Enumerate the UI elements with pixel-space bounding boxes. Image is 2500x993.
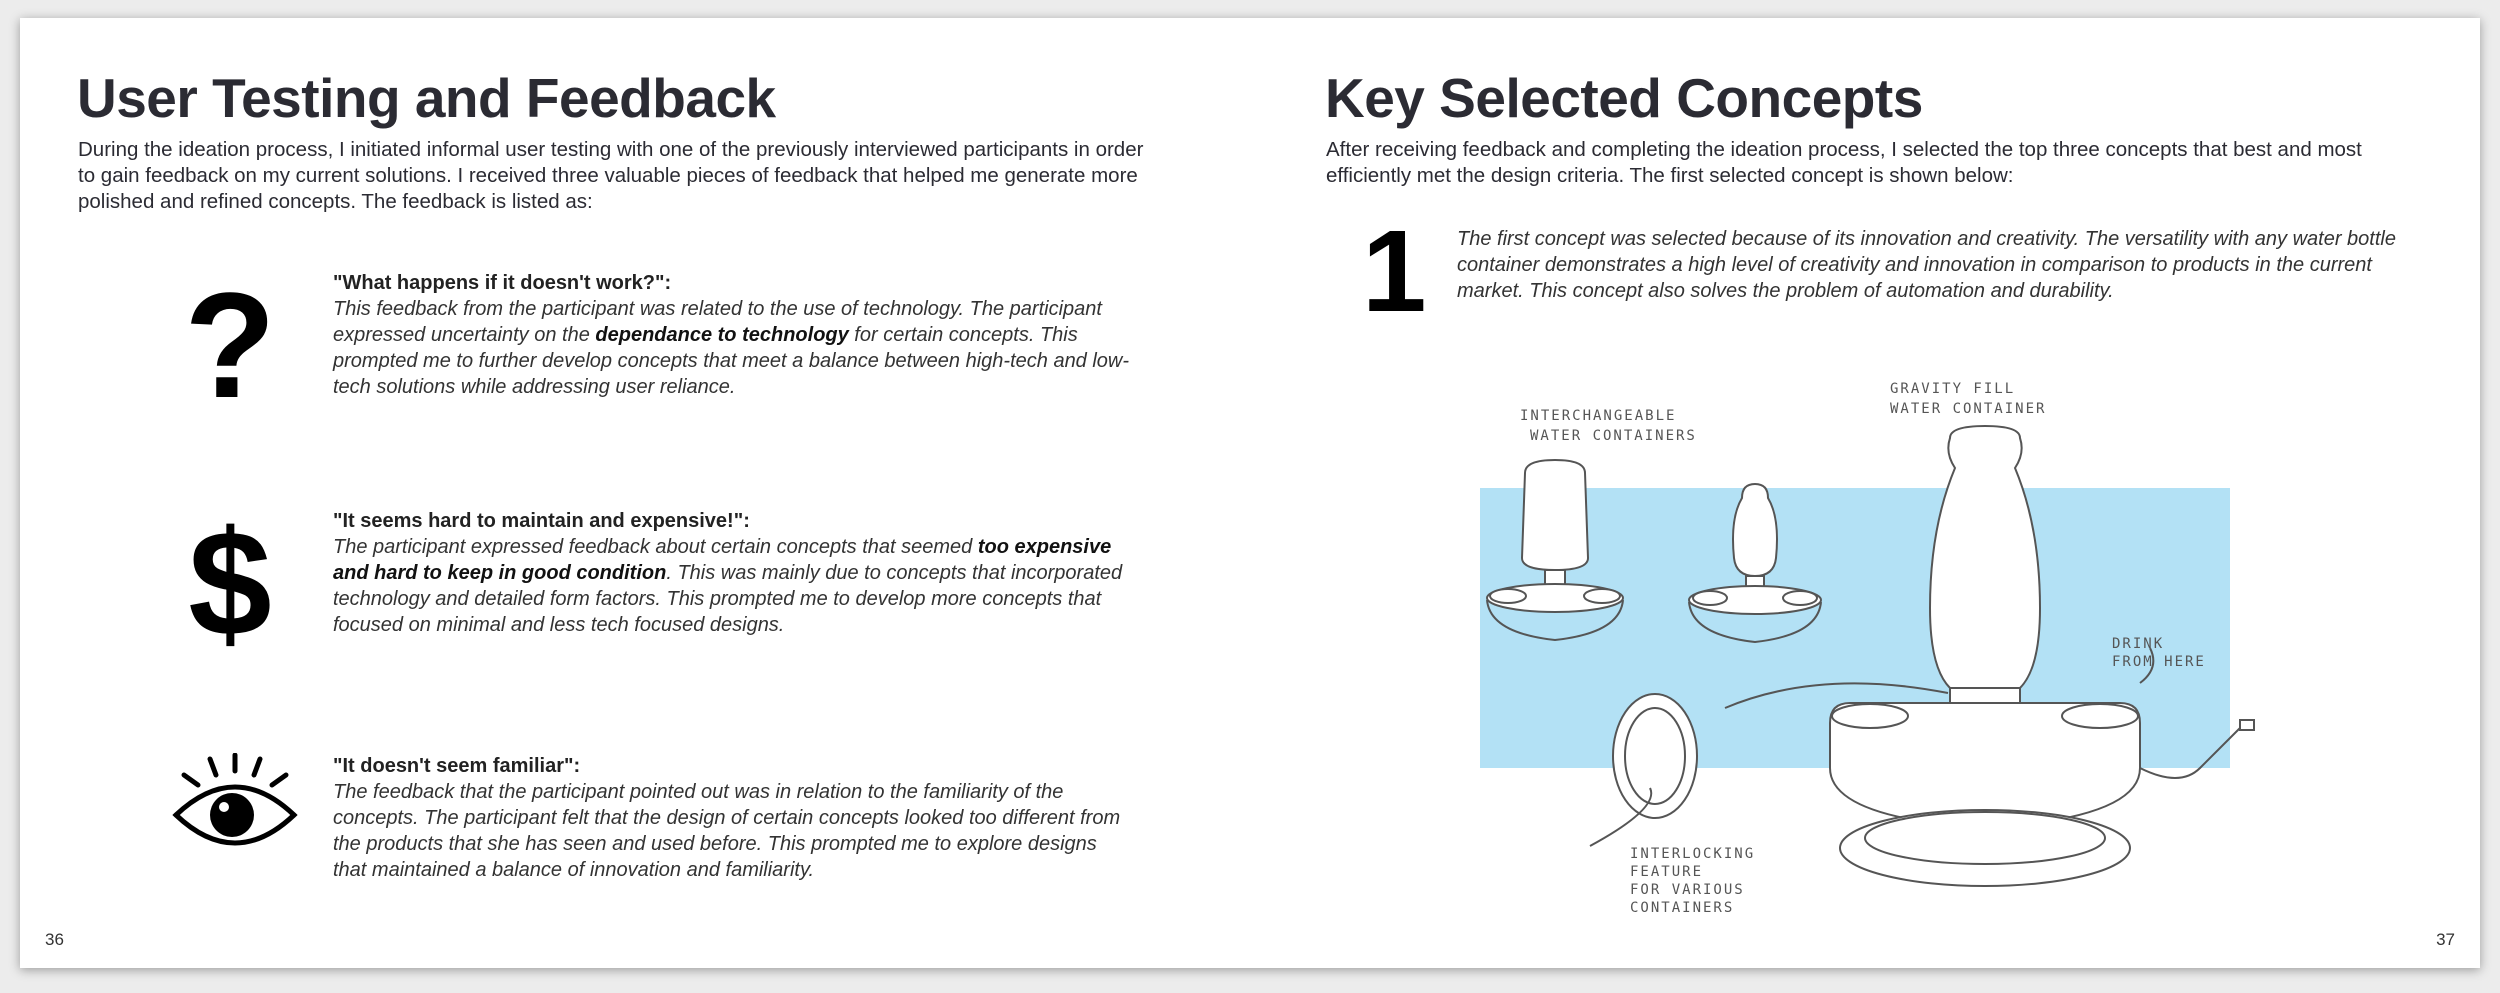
intro-paragraph: After receiving feedback and completing the ideation process, I selected the top three concepts that best and most efficiently met the design criteria. The first selected concept is shown below:: [1326, 138, 2362, 187]
feedback-text: This feedback from the participant was related to the use of technology. The participant expressed uncertainty on the dependance to technology for certain concepts. This prompted me to further develop concepts that meet a balance between high-tech and low-tech solutions while addressing user reliance.: [333, 298, 1130, 398]
feedback-quote: "What happens if it doesn't work?":: [333, 272, 672, 294]
concept-description: The first concept was selected because of its innovation and creativity. The versatility with any water bottle container demonstrates a high level of creativity and innovation in comparison to products in the current market. This concept also solves the problem of automation and durability.: [1457, 228, 2396, 302]
feedback-emphasis: dependance to technology: [595, 324, 849, 346]
page-number: 36: [45, 930, 64, 949]
label-from-here: FROM HERE: [2112, 654, 2206, 670]
dollar-sign-icon: $: [188, 499, 272, 667]
feedback-emphasis: too expensive and hard to keep in good condition: [333, 536, 1112, 584]
label-gravity-fill: GRAVITY FILL: [1890, 381, 2016, 397]
concept-sketch: [1480, 348, 2380, 948]
feedback-text: The participant expressed feedback about certain concepts that seemed too expensive and hard to keep in good condition. This was mainly due to concepts that incorporated technology and detailed form factors. This prompted me to develop more concepts that focused on minimal and less tech focused designs.: [333, 536, 1123, 636]
right-page: [1250, 18, 2480, 968]
page-title: User Testing and Feedback: [77, 67, 776, 129]
left-page: [20, 18, 1250, 968]
label-water-container: WATER CONTAINER: [1890, 401, 2047, 417]
intro-paragraph: During the ideation process, I initiated informal user testing with one of the previously interviewed participants in order to gain feedback on my current solutions. I received three valuable pieces of feedback that helped me generate more polished and refined concepts. The feedback is listed as:: [78, 138, 1144, 213]
concept-number: 1: [1362, 206, 1427, 336]
question-mark-icon: ?: [184, 261, 276, 429]
page-number: 37: [2436, 930, 2455, 949]
label-interchangeable: INTERCHANGEABLE: [1520, 408, 1677, 424]
label-feature: FEATURE: [1630, 864, 1704, 880]
feedback-quote: "It seems hard to maintain and expensive!":: [333, 510, 750, 532]
label-for-various: FOR VARIOUS: [1630, 882, 1745, 898]
eye-icon: [170, 753, 290, 858]
feedback-item: [170, 261, 1130, 429]
feedback-item: [170, 499, 1130, 667]
label-drink: DRINK: [2112, 636, 2165, 652]
label-interlocking: INTERLOCKING: [1630, 846, 1756, 862]
feedback-item: [170, 753, 1130, 903]
feedback-text: The feedback that the participant pointed out was in relation to the familiarity of the concepts. The participant felt that the design of certain concepts looked too different from the products that she has seen and used before. This prompted me to explore designs that maintained a balance of innovation and familiarity.: [333, 781, 1121, 881]
label-water-containers: WATER CONTAINERS: [1530, 428, 1697, 444]
feedback-quote: "It doesn't seem familiar":: [333, 755, 581, 777]
label-containers: CONTAINERS: [1630, 900, 1735, 916]
book-spread: [20, 18, 2480, 968]
page-title: Key Selected Concepts: [1325, 67, 1923, 129]
